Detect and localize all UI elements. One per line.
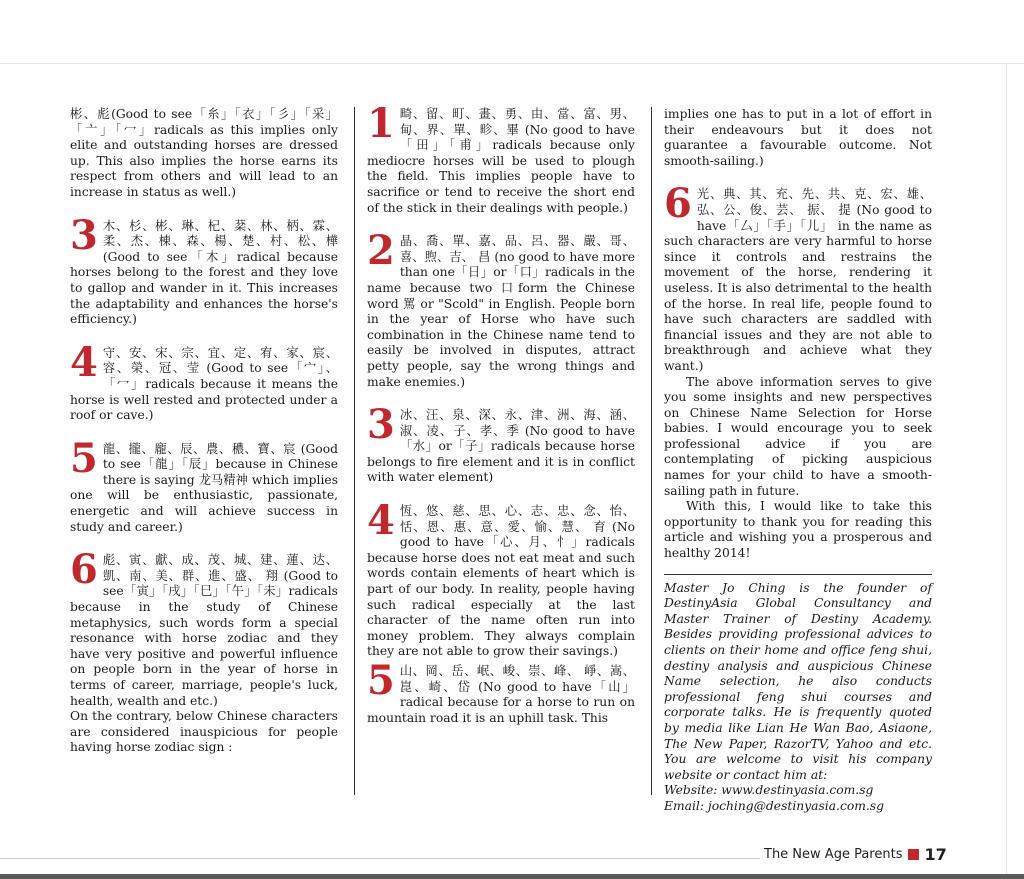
c3-s6-text: 光、典、其、充、先、共、克、宏、雄、弘、公、俊、芸、 振、 提 (No good to have「厶」「手」「儿」 in the name as such characters are very harmful to horse since it controls and restrains the movement of the horse, rendering it useless. It is also detrimental to the health of the horse. In real life, people found to have such characters are saddled with financial issues and they are not able to breakthrough and achieve what they want.) <box>664 187 932 373</box>
c2-s3-number: 3 <box>367 401 395 449</box>
page-footer <box>764 844 947 864</box>
c1-section-3 <box>70 211 338 328</box>
bio-email[interactable]: Email: joching@destinyasia.com.sg <box>664 798 884 813</box>
footer-rule <box>0 858 760 859</box>
c2-s2-number: 2 <box>367 227 395 275</box>
c3-cont-text: implies one has to put in a lot of effort in their endeavours but it does not guarantee a favourable outcome. Not smooth-sailing.) <box>664 107 932 168</box>
c1-section-continued <box>70 107 338 201</box>
c3-s6-number: 6 <box>664 180 692 228</box>
c2-s1-number: 1 <box>367 100 395 147</box>
column-divider-2 <box>651 107 652 795</box>
bio-website[interactable]: Website: www.destinyasia.com.sg <box>664 783 874 798</box>
c1-s3-text: 木、杉、彬、琳、杞、棻、林、柄、霖、柔、杰、棟、森、楊、楚、村、松、樺 (Good to see「木」radical because horses belong to the forest and they love to gallop and wander in it. This increases the adaptability and enhances the horse's efficiency.) <box>70 218 338 327</box>
c3-paragraph-2: With this, I would like to take this opportunity to thank you for reading this article and wishing you a prosperous and healthy 2014! <box>664 499 932 561</box>
bio-text: Master Jo Ching is the founder of DestinyAsia Global Consultancy and Master Trainer of Destiny Academy. Besides providing professional advices to clients on their home and office feng shui, destiny analysis and auspicious Chinese Name selection, he also conducts professional feng shui courses and corporate talks. He is frequently quoted by media like Lian He Wan Bao, Asiaone, The New Paper, RazorTV, Yahoo and etc. You are welcome to visit his company website or contact him at: <box>664 580 932 782</box>
c1-section-5 <box>70 434 338 536</box>
page-number: 17 <box>924 844 947 864</box>
c3-paragraph-1: The above information serves to give you some insights and new perspectives on Chinese Name Selection for Horse babies. I would encourage you to seek professional advice if you are contemplating of picking auspicious names for your child to have a smooth-sailing path in future. <box>664 374 932 498</box>
c1-section-4 <box>70 338 338 424</box>
c2-s2-text: 晶、喬、單、嘉、品、呂、器、嚴、哥、喜、煦、吉、 昌 (no good to have more than one「日」or「口」radicals in the name because two 口form the Chinese word 罵 or "Scold" in English. People born in the year of Horse who have such combination in the Chinese name tend to easily be involved in disputes, attract petty people, say the wrong things and make enemies.) <box>367 234 635 389</box>
c1-s6-number: 6 <box>70 546 98 594</box>
bio-divider <box>664 574 932 575</box>
c1-section-6 <box>70 546 338 756</box>
red-square-icon <box>908 849 919 860</box>
c2-section-5 <box>367 657 635 726</box>
c1-s4-number: 4 <box>70 338 98 386</box>
c2-s1-text: 畸、留、町、畫、勇、由、當、富、男、甸、界、單、畛、畢 (No good to have「田」「甫」radicals because only mediocre horses will be used to plough the field. This implies people have to sacrifice or tend to receive the short end of the stick in their dealings with people.) <box>367 107 635 215</box>
c1-s3-number: 3 <box>70 211 98 259</box>
c1-s5-text: 龍、攏、龐、辰、農、穠、寶、宸 (Good to see「龍」「辰」because in Chinese there is saying 龙马精神 which implies one will be enthusiastic, passionate, energetic and will achieve success in study and career.) <box>70 441 338 534</box>
c1-s5-number: 5 <box>70 434 98 482</box>
top-border <box>0 63 1024 64</box>
c1-closing-text: On the contrary, below Chinese characters are considered inauspicious for people having horse zodiac sign : <box>70 709 338 755</box>
c2-s4-number: 4 <box>367 497 395 545</box>
c2-section-3 <box>367 401 635 486</box>
column-1 <box>70 107 338 756</box>
c1-s4-text: 守、安、宋、宗、宜、定、宥、家、宸、容、榮、冠、莹 (Good to see「宀」、「冖」radicals because it means the horse is well rested and protected under a roof or cave.) <box>70 345 338 423</box>
c2-s5-text: 山、岡、岳、岷、峻、崇、峰、 崢、嵩、崑、崎、岱 (No good to have「山」radical because for a horse to run on mountain road it is an uphill task. This <box>367 664 635 725</box>
c2-section-1 <box>367 100 635 216</box>
c1-s6-text: 彪、寅、獻、成、茂、城、建、蓮、达、凱、南、美、群、進、盛、 翔 (Good to see「寅」「戌」「巳」「午」「未」radicals because in the study of Chinese metaphysics, such words form a special resonance with horse zodiac and they have very positive and powerful influence on people born in the year of horse in terms of career, marriage, people's luck, health, wealth and etc.) <box>70 553 338 708</box>
column-2 <box>367 100 635 726</box>
bottom-bar <box>0 874 1024 879</box>
c2-section-4 <box>367 497 635 660</box>
c2-s4-text: 恆、悠、慈、思、心、志、忠、念、怡、恬、恩、惠、意、愛、愉、慧、 育 (No good to have「心、月、忄」radicals because horse does not eat meat and such words contain elements of heart which is part of our body. In reality, people having such radical especially at the last character of the name often run into money problem. They always complain they are not able to grow their savings.) <box>367 504 635 659</box>
column-3 <box>664 107 932 815</box>
author-bio <box>664 581 932 815</box>
c2-s5-number: 5 <box>367 657 395 704</box>
right-border <box>1006 63 1007 875</box>
c3-section-continued <box>664 107 932 169</box>
magazine-name: The New Age Parents <box>764 846 903 862</box>
c1-s1-text: 彬、彪(Good to see「糸」「衣」「彡」「采」「亠」「冖」radicals as this implies only elite and outstanding horses are dressed up. This also implies the horse earns its respect from others and will lead to an increase in status as well.) <box>70 107 338 199</box>
column-divider-1 <box>354 107 355 795</box>
c2-s3-text: 冰、汪、泉、深、永、津、洲、海、涵、淑、凌、子、孝、季 (No good to have「水」or「子」radicals because horse belongs to fire element and it is in conflict with water element) <box>367 408 635 485</box>
c3-section-6 <box>664 180 932 374</box>
c2-section-2 <box>367 227 635 390</box>
